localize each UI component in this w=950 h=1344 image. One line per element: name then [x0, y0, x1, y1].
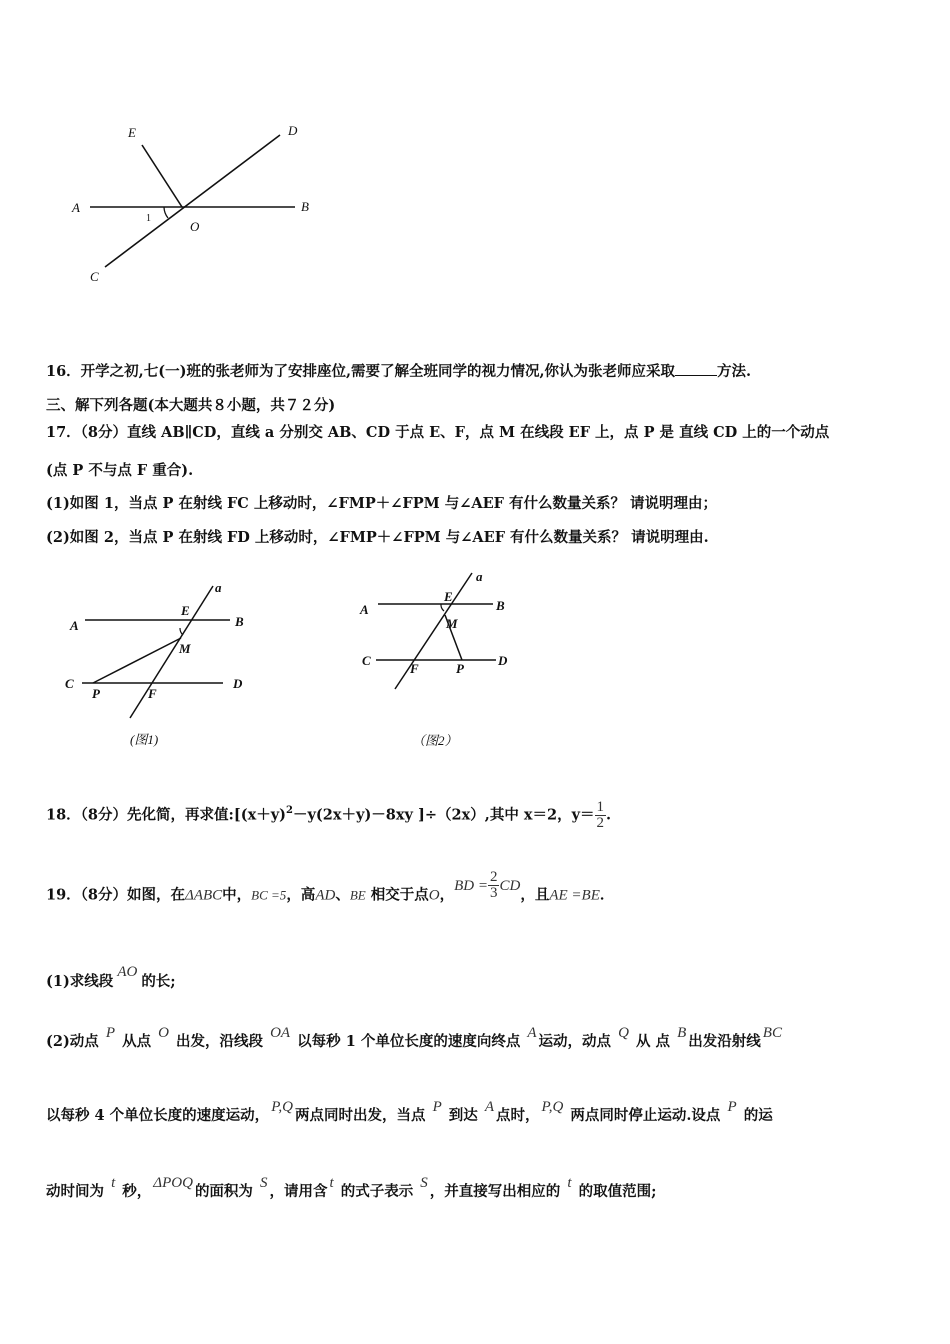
section-3-title: 三、解下列各题(本大题共８小题，共７２分) — [46, 397, 336, 414]
question-19 — [46, 869, 615, 911]
fig2-label-b: B — [496, 598, 505, 613]
math-symbol: P,Q — [541, 1099, 564, 1115]
math-symbol: P — [105, 1025, 116, 1041]
fig2-angle-arc — [441, 604, 444, 611]
q18-expr-b: －y(2x＋y)－8xy ]÷（2x） — [293, 806, 485, 824]
q19-part2-line3 — [46, 1175, 657, 1201]
text-segment: 到达 — [443, 1107, 483, 1124]
fig1-label-a: A — [70, 618, 79, 633]
fig1-label-m: M — [179, 641, 191, 656]
text-segment: 以每秒 4 个单位长度的速度运动， — [46, 1107, 270, 1124]
q18-given: ,其中 x＝2，y＝ — [484, 806, 595, 824]
q19-lead: 19．（8分）如图，在 — [46, 886, 186, 904]
q18-fraction — [595, 800, 607, 831]
q19-bd-lhs: BD = — [454, 877, 488, 894]
fig1-caption: (图1) — [130, 732, 159, 747]
fig1-label-e: E — [181, 603, 190, 618]
fig1-angle-arc — [180, 628, 183, 635]
fig1-label-f: F — [148, 686, 157, 701]
q19-p1-a: (1)求线段 — [46, 973, 114, 990]
math-symbol: t — [329, 1175, 334, 1191]
math-symbol: OA — [270, 1025, 291, 1041]
text-segment: 秒， — [117, 1183, 152, 1200]
figure-intersecting-lines — [60, 115, 330, 295]
q19-t1: 中， — [222, 886, 252, 904]
math-symbol: P — [727, 1099, 737, 1115]
label-c: C — [90, 269, 99, 284]
q19-part1 — [46, 964, 176, 991]
label-a: A — [72, 200, 80, 215]
fig1-segment-pm — [93, 638, 181, 683]
fig2-label-e: E — [444, 589, 453, 604]
q19-bd-fraction — [488, 870, 500, 901]
fig1-label-c: C — [65, 676, 74, 691]
math-symbol: A — [484, 1099, 495, 1115]
text-segment: 从 点 — [630, 1033, 676, 1050]
q19-part2-line1 — [46, 1025, 784, 1051]
question-18 — [46, 800, 611, 831]
fig2-label-c: C — [362, 653, 371, 668]
fig2-label-m: M — [446, 616, 458, 631]
text-segment: 动时间为 — [46, 1183, 110, 1200]
fig2-label-a: A — [360, 602, 369, 617]
q19-be: BE — [349, 887, 366, 903]
text-segment: ，并直接写出相应的 — [429, 1183, 566, 1200]
math-symbol: BC — [762, 1025, 782, 1041]
math-symbol: B — [677, 1025, 687, 1041]
q19-triangle: ΔABC — [185, 887, 223, 904]
q19-bc: BC =5 — [251, 887, 287, 903]
text-segment: 出发沿射线 — [688, 1033, 761, 1050]
math-symbol: t — [111, 1175, 116, 1191]
q18-end: . — [606, 806, 612, 824]
text-segment: 运动，动点 — [538, 1033, 617, 1050]
line-cd — [105, 135, 280, 267]
math-symbol: P,Q — [271, 1099, 293, 1115]
label-e: E — [128, 125, 136, 140]
fig1-label-a-line: a — [215, 580, 222, 595]
label-angle-1: 1 — [146, 213, 151, 224]
figure-1 — [55, 578, 275, 758]
text-segment: 的运 — [738, 1107, 773, 1124]
angle-1-arc — [164, 207, 168, 218]
math-symbol: t — [567, 1175, 572, 1191]
q19-t6: ，且 — [520, 886, 550, 904]
q19-part2-line2 — [46, 1099, 773, 1125]
fig2-label-a-line: a — [476, 569, 483, 584]
q19-t7: ． — [599, 886, 615, 904]
fig1-line-a — [130, 586, 213, 718]
text-segment: ，请用含 — [269, 1183, 328, 1200]
math-symbol: S — [420, 1175, 428, 1191]
fig1-label-b: B — [235, 614, 244, 629]
text-segment: 点时， — [496, 1107, 540, 1124]
q16-suffix: 方法. — [717, 363, 752, 380]
text-segment: 出发，沿线段 — [170, 1033, 269, 1050]
q17-line1: 17．（8分）直线 AB∥CD，直线 a 分别交 AB、CD 于点 E、F，点 M 在线段 EF 上，点 P 是 直线 CD 上的一个动点 — [46, 424, 830, 441]
q19-bd-rhs: CD — [499, 877, 521, 894]
fig2-label-p: P — [456, 661, 464, 676]
q19-t5: ， — [439, 886, 455, 904]
q19-t4: 相交于点 — [365, 886, 429, 904]
q19-t2: ，高 — [286, 886, 316, 904]
text-segment: 的面积为 — [194, 1183, 258, 1200]
fig1-label-d: D — [233, 676, 243, 691]
q16-text: 16．开学之初,七(一)班的张老师为了安排座位,需要了解全班同学的视力情况,你认为张老师应采取 — [46, 363, 676, 380]
q18-frac-den: 2 — [596, 815, 605, 831]
q18-lead: 18．（8分）先化简，再求值: — [46, 806, 234, 824]
q19-p1-b: 的长; — [141, 973, 176, 990]
text-segment: 两点同时出发，当点 — [295, 1107, 431, 1124]
text-segment: 的取值范围; — [573, 1183, 657, 1200]
label-d: D — [288, 123, 298, 138]
text-segment: 的式子表示 — [335, 1183, 419, 1200]
label-o: O — [190, 219, 200, 234]
math-symbol: A — [527, 1025, 537, 1041]
label-b: B — [301, 199, 309, 214]
fig2-label-f: F — [410, 661, 419, 676]
q19-bd-num: 2 — [489, 869, 498, 885]
q18-exponent: 2 — [286, 804, 293, 816]
text-segment: 从点 — [117, 1033, 157, 1050]
math-symbol: Q — [618, 1025, 629, 1041]
q16-blank — [675, 363, 717, 376]
q17-part1: (1)如图 1，当点 P 在射线 FC 上移动时，∠FMP＋∠FPM 与∠AEF 有什么数量关系？ 请说明理由； — [46, 495, 718, 512]
question-16 — [46, 360, 751, 381]
math-symbol: O — [158, 1025, 169, 1041]
q17-line2: (点 P 不与点 F 重合). — [46, 462, 194, 479]
text-segment: (2)动点 — [46, 1033, 104, 1050]
q19-ad: AD — [315, 887, 336, 904]
math-symbol: P — [432, 1099, 442, 1115]
math-symbol: ΔPOQ — [153, 1175, 193, 1191]
q17-part2: (2)如图 2，当点 P 在射线 FD 上移动时，∠FMP＋∠FPM 与∠AEF 有什么数量关系？ 请说明理由. — [46, 529, 709, 546]
text-segment: 以每秒 1 个单位长度的速度向终点 — [292, 1033, 526, 1050]
q19-bd-den: 3 — [489, 885, 498, 901]
q18-frac-num: 1 — [596, 799, 605, 815]
fig1-label-p: P — [92, 686, 100, 701]
q19-ae: AE =BE — [549, 887, 600, 904]
q19-o: O — [428, 887, 440, 904]
text-segment: 两点同时停止运动.设点 — [565, 1107, 726, 1124]
figure-2 — [350, 565, 550, 755]
q18-expr-a: [(x＋y) — [233, 806, 287, 824]
q19-p1-ao: AO — [117, 964, 138, 980]
ray-oe — [142, 145, 182, 207]
fig2-label-d: D — [498, 653, 508, 668]
fig2-caption: （图2） — [412, 733, 458, 748]
math-symbol: S — [260, 1175, 268, 1191]
q19-t3: 、 — [335, 886, 350, 904]
